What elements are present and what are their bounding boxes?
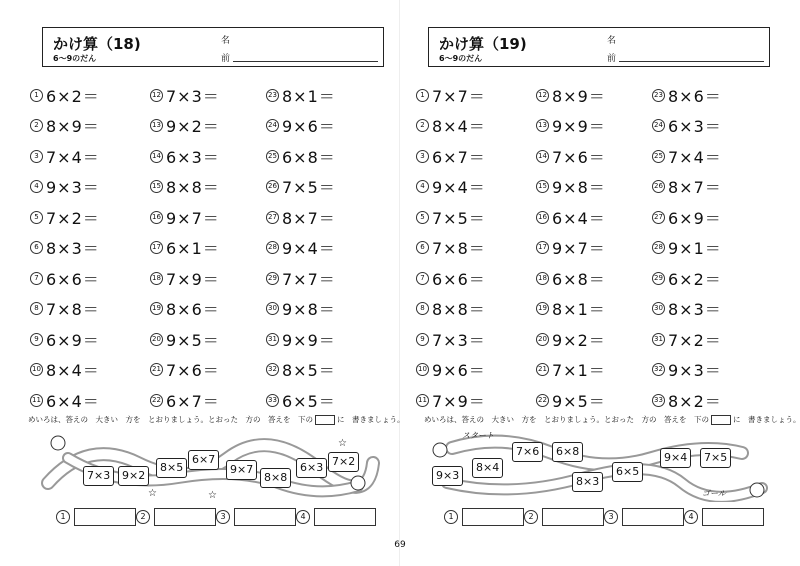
problem-item [266,355,386,386]
problem-item [536,355,656,386]
maze-card: 6×7 [188,450,219,470]
problem-item [652,172,772,203]
problem-number: 15 [150,180,163,193]
problem-expression: 9×6＝ [282,117,336,137]
maze-start-label: スタート [462,431,494,440]
maze-card: 9×3 [432,466,463,486]
problem-item [266,233,386,264]
problem-item [150,355,270,386]
problem-column-2 [536,80,656,416]
problem-number: 33 [652,394,665,407]
problem-number: 18 [536,272,549,285]
problem-item [652,263,772,294]
answer-number: 3 [604,510,618,524]
answer-number: 4 [296,510,310,524]
problem-item [30,233,150,264]
problem-expression: 8×2＝ [668,391,722,411]
problem-expression: 6×4＝ [552,208,606,228]
problem-expression: 9×9＝ [282,330,336,350]
problem-number: 21 [150,363,163,376]
answer-number: 2 [524,510,538,524]
problem-expression: 6×9＝ [668,208,722,228]
problem-item [652,324,772,355]
problem-item [652,385,772,416]
instruction-text-1: めいろは、答えの 大きい 方を とおりましょう。とおった 方の 答えを 下の [28,415,313,424]
maze-card: 8×8 [260,468,291,488]
problem-item [416,294,536,325]
problem-expression: 6×1＝ [166,239,220,259]
problem-expression: 7×6＝ [166,361,220,381]
problem-expression: 7×2＝ [46,208,100,228]
problem-column-2 [150,80,270,416]
answer-box-2[interactable] [542,508,604,526]
worksheet-subtitle: 6～9のだん [439,54,483,63]
problem-item [266,111,386,142]
problem-expression: 8×9＝ [46,117,100,137]
problem-item [150,202,270,233]
problem-number: 12 [150,89,163,102]
star-icon: ☆ [208,490,217,501]
problem-number: 23 [652,89,665,102]
problem-item [416,263,536,294]
problem-column-1 [416,80,536,416]
problem-number: 13 [150,119,163,132]
problem-expression: 6×2＝ [46,86,100,106]
problem-expression: 8×1＝ [552,300,606,320]
problem-expression: 6×7＝ [432,147,486,167]
problem-item [652,80,772,111]
problem-grid [30,80,390,410]
problem-item [416,172,536,203]
problem-expression: 8×7＝ [282,208,336,228]
page-number: 69 [394,540,406,550]
problem-expression: 8×4＝ [432,117,486,137]
answer-number: 1 [444,510,458,524]
problem-item [536,80,656,111]
problem-item [652,111,772,142]
problem-expression: 9×2＝ [166,117,220,137]
problem-number: 21 [536,363,549,376]
problem-number: 6 [30,241,43,254]
child-character-icon [433,443,447,457]
problem-number: 26 [266,180,279,193]
problem-number: 2 [30,119,43,132]
inline-answer-box-icon [315,415,335,425]
problem-number: 8 [30,302,43,315]
problem-number: 16 [536,211,549,224]
problem-expression: 8×6＝ [166,300,220,320]
problem-item [536,263,656,294]
problem-number: 24 [266,119,279,132]
problem-expression: 7×4＝ [46,147,100,167]
problem-number: 22 [150,394,163,407]
problem-item [30,80,150,111]
problem-expression: 9×3＝ [668,361,722,381]
problem-number: 24 [652,119,665,132]
problem-number: 5 [416,211,429,224]
answer-box-4[interactable] [702,508,764,526]
problem-number: 3 [30,150,43,163]
problem-item [30,111,150,142]
problem-item [30,263,150,294]
problem-item [416,324,536,355]
child-character-icon [351,476,365,490]
problem-expression: 6×3＝ [166,147,220,167]
problem-number: 6 [416,241,429,254]
problem-number: 29 [266,272,279,285]
answer-box-4[interactable] [314,508,376,526]
worksheet-subtitle: 6～9のだん [53,54,97,63]
problem-number: 32 [652,363,665,376]
problem-item [150,233,270,264]
problem-number: 9 [30,333,43,346]
problem-item [150,385,270,416]
problem-item [416,141,536,172]
problem-item [266,80,386,111]
maze-goal-label: ゴール [702,489,726,498]
maze-instruction [28,414,405,425]
problem-expression: 8×1＝ [282,86,336,106]
problem-expression: 9×8＝ [282,300,336,320]
problem-number: 4 [416,180,429,193]
problem-number: 31 [266,333,279,346]
maze-card: 9×4 [660,448,691,468]
problem-item [536,141,656,172]
problem-expression: 7×2＝ [668,330,722,350]
problem-item [416,233,536,264]
problem-expression: 6×3＝ [668,117,722,137]
problem-number: 28 [652,241,665,254]
name-write-line[interactable] [233,61,378,62]
problem-item [30,385,150,416]
problem-number: 16 [150,211,163,224]
problem-number: 2 [416,119,429,132]
problem-number: 9 [416,333,429,346]
answer-number: 4 [684,510,698,524]
instruction-text-1: めいろは、答えの 大きい 方を とおりましょう。とおった 方の 答えを 下の [424,415,709,424]
problem-expression: 7×5＝ [432,208,486,228]
problem-number: 27 [266,211,279,224]
problem-number: 31 [652,333,665,346]
answer-box-3[interactable] [234,508,296,526]
answer-boxes [56,508,376,528]
problem-item [536,111,656,142]
answer-number: 3 [216,510,230,524]
problem-expression: 8×8＝ [166,178,220,198]
name-label-bottom: 前 [221,54,231,64]
problem-expression: 8×9＝ [552,86,606,106]
problem-number: 20 [536,333,549,346]
problem-expression: 9×7＝ [166,208,220,228]
instruction-text-2: に 書きましょう。 [337,415,405,424]
problem-expression: 8×6＝ [668,86,722,106]
problem-expression: 6×9＝ [46,330,100,350]
problem-number: 19 [150,302,163,315]
star-icon: ☆ [148,488,157,499]
problem-expression: 9×2＝ [552,330,606,350]
problem-item [150,263,270,294]
maze-card: 7×2 [328,452,359,472]
problem-number: 11 [30,394,43,407]
problem-number: 3 [416,150,429,163]
problem-item [30,324,150,355]
problem-number: 1 [30,89,43,102]
problem-number: 28 [266,241,279,254]
problem-item [652,141,772,172]
problem-expression: 7×1＝ [552,361,606,381]
problem-item [536,385,656,416]
problem-grid [416,80,776,410]
answer-box-2[interactable] [154,508,216,526]
maze-card: 9×7 [226,460,257,480]
maze [422,428,782,502]
problem-number: 8 [416,302,429,315]
answer-box-3[interactable] [622,508,684,526]
problem-item [266,172,386,203]
maze-card: 8×3 [572,472,603,492]
problem-number: 23 [266,89,279,102]
instruction-text-2: に 書きましょう。 [733,415,800,424]
problem-number: 11 [416,394,429,407]
problem-expression: 6×6＝ [46,269,100,289]
problem-expression: 7×8＝ [46,300,100,320]
problem-expression: 8×4＝ [46,361,100,381]
problem-number: 32 [266,363,279,376]
problem-expression: 7×6＝ [552,147,606,167]
problem-expression: 8×7＝ [668,178,722,198]
problem-item [536,294,656,325]
problem-expression: 8×3＝ [46,239,100,259]
problem-expression: 6×7＝ [166,391,220,411]
problem-expression: 9×4＝ [282,239,336,259]
problem-number: 15 [536,180,549,193]
problem-expression: 9×6＝ [432,361,486,381]
problem-column-1 [30,80,150,416]
maze-card: 6×5 [612,462,643,482]
problem-expression: 7×9＝ [432,391,486,411]
problem-number: 26 [652,180,665,193]
problem-number: 13 [536,119,549,132]
problem-number: 30 [652,302,665,315]
answer-number: 2 [136,510,150,524]
child-character-icon [750,483,764,497]
name-label-bottom: 前 [607,54,617,64]
name-label-top: 名 [221,36,231,46]
problem-item [266,141,386,172]
problem-expression: 6×8＝ [552,269,606,289]
problem-expression: 9×3＝ [46,178,100,198]
answer-box-1[interactable] [74,508,136,526]
problem-item [416,80,536,111]
problem-expression: 6×5＝ [282,391,336,411]
problem-number: 5 [30,211,43,224]
problem-expression: 7×8＝ [432,239,486,259]
problem-expression: 6×6＝ [432,269,486,289]
maze-card: 6×8 [552,442,583,462]
problem-item [536,324,656,355]
problem-number: 10 [416,363,429,376]
problem-number: 19 [536,302,549,315]
name-label-top: 名 [607,36,617,46]
problem-item [266,385,386,416]
problem-item [150,141,270,172]
problem-expression: 7×3＝ [432,330,486,350]
problem-item [416,385,536,416]
problem-expression: 7×7＝ [432,86,486,106]
problem-number: 10 [30,363,43,376]
problem-number: 33 [266,394,279,407]
problem-number: 29 [652,272,665,285]
problem-column-3 [266,80,386,416]
worksheet-header [428,27,770,67]
problem-expression: 9×9＝ [552,117,606,137]
problem-expression: 8×8＝ [432,300,486,320]
problem-expression: 7×5＝ [282,178,336,198]
problem-expression: 7×4＝ [668,147,722,167]
answer-boxes [444,508,764,528]
problem-expression: 7×9＝ [166,269,220,289]
problem-number: 17 [150,241,163,254]
problem-expression: 9×7＝ [552,239,606,259]
inline-answer-box-icon [711,415,731,425]
problem-item [416,111,536,142]
problem-item [150,324,270,355]
problem-item [266,294,386,325]
name-write-line[interactable] [619,61,764,62]
star-icon: ☆ [338,438,347,449]
problem-expression: 9×4＝ [432,178,486,198]
problem-number: 7 [30,272,43,285]
problem-item [266,263,386,294]
problem-item [150,172,270,203]
problem-item [266,202,386,233]
problem-number: 14 [536,150,549,163]
maze-card: 7×3 [83,466,114,486]
worksheet-title: かけ算（18) [53,35,141,53]
problem-item [536,202,656,233]
problem-number: 1 [416,89,429,102]
problem-item [30,294,150,325]
problem-expression: 9×1＝ [668,239,722,259]
problem-expression: 6×2＝ [668,269,722,289]
problem-number: 17 [536,241,549,254]
problem-item [30,172,150,203]
problem-column-3 [652,80,772,416]
problem-expression: 7×7＝ [282,269,336,289]
problem-number: 4 [30,180,43,193]
problem-item [150,294,270,325]
problem-expression: 6×8＝ [282,147,336,167]
maze-instruction [424,414,800,425]
problem-number: 30 [266,302,279,315]
worksheet-title: かけ算（19) [439,35,527,53]
problem-item [652,233,772,264]
problem-number: 20 [150,333,163,346]
problem-expression: 6×4＝ [46,391,100,411]
problem-item [30,141,150,172]
worksheet-19 [400,0,800,566]
problem-expression: 8×3＝ [668,300,722,320]
maze-card: 6×3 [296,458,327,478]
problem-item [652,202,772,233]
problem-item [416,202,536,233]
maze-card: 7×5 [700,448,731,468]
problem-item [150,111,270,142]
maze-card: 9×2 [118,466,149,486]
child-character-icon [51,436,65,450]
problem-item [30,202,150,233]
problem-item [652,294,772,325]
problem-number: 25 [652,150,665,163]
problem-number: 14 [150,150,163,163]
problem-number: 18 [150,272,163,285]
problem-number: 22 [536,394,549,407]
problem-number: 27 [652,211,665,224]
problem-number: 7 [416,272,429,285]
problem-item [652,355,772,386]
maze [28,428,388,502]
answer-number: 1 [56,510,70,524]
problem-number: 25 [266,150,279,163]
problem-expression: 9×5＝ [552,391,606,411]
worksheet-header [42,27,384,67]
problem-item [416,355,536,386]
maze-card: 7×6 [512,442,543,462]
problem-item [536,172,656,203]
answer-box-1[interactable] [462,508,524,526]
problem-expression: 8×5＝ [282,361,336,381]
maze-card: 8×4 [472,458,503,478]
problem-item [266,324,386,355]
problem-expression: 9×8＝ [552,178,606,198]
problem-number: 12 [536,89,549,102]
maze-card: 8×5 [156,458,187,478]
problem-item [536,233,656,264]
problem-expression: 7×3＝ [166,86,220,106]
problem-expression: 9×5＝ [166,330,220,350]
problem-item [30,355,150,386]
problem-item [150,80,270,111]
